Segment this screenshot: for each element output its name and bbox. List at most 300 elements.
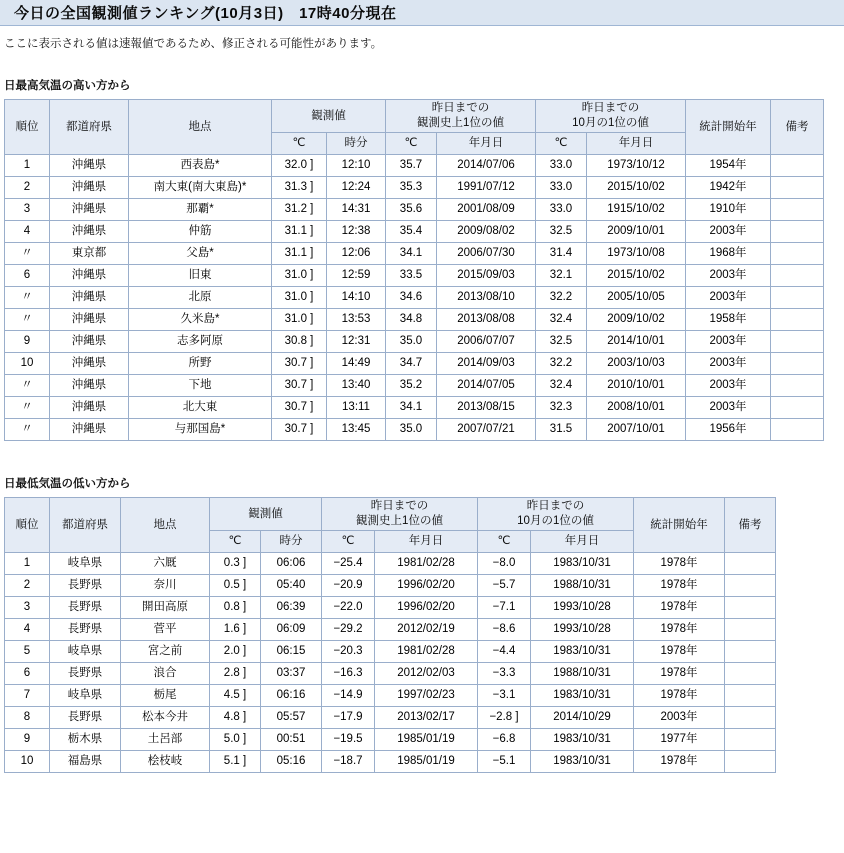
cell-observed-temp: 2.0 ] xyxy=(210,641,261,663)
ranking-table-low xyxy=(4,497,776,773)
col-alltime-record-low-line1: 昨日までの xyxy=(370,500,429,512)
cell-month-date: 1915/10/02 xyxy=(587,199,686,221)
cell-rank: 6 xyxy=(5,663,50,685)
cell-prefecture: 沖縄県 xyxy=(50,331,129,353)
cell-alltime-temp: −29.2 xyxy=(322,619,375,641)
cell-prefecture: 沖縄県 xyxy=(50,265,129,287)
cell-prefecture: 沖縄県 xyxy=(50,177,129,199)
cell-point: 下地 xyxy=(129,375,272,397)
table-header-row-1 xyxy=(5,100,824,133)
cell-memo xyxy=(725,663,776,685)
cell-rank: 〃 xyxy=(5,375,50,397)
cell-month-date: 1983/10/31 xyxy=(531,751,634,773)
table-row xyxy=(5,375,824,397)
cell-rank: 7 xyxy=(5,685,50,707)
cell-observed-time: 06:39 xyxy=(261,597,322,619)
cell-observed-temp: 0.8 ] xyxy=(210,597,261,619)
cell-rank: 5 xyxy=(5,641,50,663)
cell-observed-temp: 1.6 ] xyxy=(210,619,261,641)
col-prefecture: 都道府県 xyxy=(50,100,129,155)
cell-observed-temp: 31.3 ] xyxy=(272,177,327,199)
cell-start-year: 2003年 xyxy=(686,353,771,375)
cell-prefecture: 栃木県 xyxy=(50,729,121,751)
cell-rank: 6 xyxy=(5,265,50,287)
cell-observed-temp: 0.3 ] xyxy=(210,553,261,575)
cell-prefecture: 沖縄県 xyxy=(50,287,129,309)
cell-observed-temp: 31.0 ] xyxy=(272,287,327,309)
table-row xyxy=(5,553,776,575)
cell-month-date: 1973/10/12 xyxy=(587,155,686,177)
cell-prefecture: 福島県 xyxy=(50,751,121,773)
table-head-low xyxy=(5,498,776,553)
cell-month-temp: −6.8 xyxy=(478,729,531,751)
table-row xyxy=(5,243,824,265)
col-alltime-record-line1: 昨日までの xyxy=(431,102,490,114)
cell-rank: 1 xyxy=(5,553,50,575)
cell-memo xyxy=(771,375,824,397)
cell-month-date: 2015/10/02 xyxy=(587,177,686,199)
cell-start-year: 1978年 xyxy=(634,575,725,597)
cell-prefecture: 岐阜県 xyxy=(50,641,121,663)
cell-memo xyxy=(771,221,824,243)
cell-point: 栃尾 xyxy=(121,685,210,707)
table-row xyxy=(5,707,776,729)
cell-month-date: 2008/10/01 xyxy=(587,397,686,419)
cell-memo xyxy=(771,419,824,441)
table-row xyxy=(5,751,776,773)
cell-observed-temp: 4.5 ] xyxy=(210,685,261,707)
cell-observed-time: 06:16 xyxy=(261,685,322,707)
cell-memo xyxy=(771,309,824,331)
table-body-low xyxy=(5,553,776,773)
cell-observed-temp: 31.2 ] xyxy=(272,199,327,221)
cell-alltime-date: 1985/01/19 xyxy=(375,729,478,751)
cell-month-temp: −8.0 xyxy=(478,553,531,575)
cell-start-year: 1954年 xyxy=(686,155,771,177)
col-observed-celsius: ℃ xyxy=(272,133,327,155)
cell-prefecture: 長野県 xyxy=(50,575,121,597)
col-month-date-low: 年月日 xyxy=(531,531,634,553)
cell-alltime-date: 2013/02/17 xyxy=(375,707,478,729)
cell-start-year: 2003年 xyxy=(686,397,771,419)
cell-observed-time: 12:38 xyxy=(327,221,386,243)
col-month-record-line1: 昨日までの xyxy=(581,102,640,114)
cell-start-year: 2003年 xyxy=(634,707,725,729)
cell-observed-temp: 30.8 ] xyxy=(272,331,327,353)
cell-start-year: 2003年 xyxy=(686,221,771,243)
cell-observed-temp: 30.7 ] xyxy=(272,397,327,419)
cell-prefecture: 長野県 xyxy=(50,663,121,685)
cell-rank: 〃 xyxy=(5,287,50,309)
cell-alltime-temp: −14.9 xyxy=(322,685,375,707)
cell-point: 久米島* xyxy=(129,309,272,331)
cell-alltime-temp: 35.0 xyxy=(386,331,437,353)
cell-memo xyxy=(725,707,776,729)
cell-alltime-date: 2014/07/05 xyxy=(437,375,536,397)
col-rank: 順位 xyxy=(5,100,50,155)
cell-rank: 9 xyxy=(5,331,50,353)
table-row xyxy=(5,685,776,707)
cell-prefecture: 沖縄県 xyxy=(50,199,129,221)
cell-point: 仲筋 xyxy=(129,221,272,243)
cell-month-temp: −8.6 xyxy=(478,619,531,641)
col-alltime-celsius: ℃ xyxy=(386,133,437,155)
cell-start-year: 2003年 xyxy=(686,375,771,397)
cell-start-year: 1978年 xyxy=(634,641,725,663)
cell-month-date: 1983/10/31 xyxy=(531,553,634,575)
cell-point: 松本今井 xyxy=(121,707,210,729)
cell-alltime-temp: 34.1 xyxy=(386,397,437,419)
col-month-date: 年月日 xyxy=(587,133,686,155)
cell-prefecture: 沖縄県 xyxy=(50,309,129,331)
cell-observed-temp: 31.0 ] xyxy=(272,265,327,287)
cell-rank: 〃 xyxy=(5,243,50,265)
cell-observed-temp: 30.7 ] xyxy=(272,419,327,441)
cell-start-year: 1977年 xyxy=(634,729,725,751)
cell-observed-time: 14:10 xyxy=(327,287,386,309)
cell-month-date: 1988/10/31 xyxy=(531,663,634,685)
cell-memo xyxy=(771,265,824,287)
cell-start-year: 1978年 xyxy=(634,751,725,773)
cell-alltime-temp: −18.7 xyxy=(322,751,375,773)
cell-month-date: 2009/10/02 xyxy=(587,309,686,331)
cell-alltime-date: 2014/09/03 xyxy=(437,353,536,375)
col-alltime-record-low-line2: 観測史上1位の値 xyxy=(356,515,443,527)
cell-month-temp: 33.0 xyxy=(536,199,587,221)
cell-observed-time: 00:51 xyxy=(261,729,322,751)
section-label-high: 日最高気温の高い方から xyxy=(4,80,131,92)
cell-alltime-temp: 35.6 xyxy=(386,199,437,221)
cell-point: 六厩 xyxy=(121,553,210,575)
cell-alltime-date: 2014/07/06 xyxy=(437,155,536,177)
table-row xyxy=(5,729,776,751)
cell-point: 父島* xyxy=(129,243,272,265)
cell-month-date: 2007/10/01 xyxy=(587,419,686,441)
cell-month-temp: −2.8 ] xyxy=(478,707,531,729)
cell-month-date: 1973/10/08 xyxy=(587,243,686,265)
cell-month-temp: 32.4 xyxy=(536,375,587,397)
cell-memo xyxy=(771,177,824,199)
cell-alltime-date: 2013/08/08 xyxy=(437,309,536,331)
cell-point: 浪合 xyxy=(121,663,210,685)
cell-month-date: 2005/10/05 xyxy=(587,287,686,309)
cell-rank: 1 xyxy=(5,155,50,177)
cell-observed-temp: 4.8 ] xyxy=(210,707,261,729)
table-row xyxy=(5,663,776,685)
cell-month-temp: 32.3 xyxy=(536,397,587,419)
cell-rank: 4 xyxy=(5,619,50,641)
cell-point: 旧東 xyxy=(129,265,272,287)
col-month-record-line2: 10月の1位の値 xyxy=(572,117,649,129)
cell-alltime-date: 2001/08/09 xyxy=(437,199,536,221)
cell-observed-time: 05:57 xyxy=(261,707,322,729)
page-header xyxy=(0,0,844,26)
section-label-low: 日最低気温の低い方から xyxy=(4,478,131,490)
cell-start-year: 1978年 xyxy=(634,619,725,641)
cell-alltime-temp: −19.5 xyxy=(322,729,375,751)
col-alltime-record-line2: 観測史上1位の値 xyxy=(417,117,504,129)
cell-observed-time: 03:37 xyxy=(261,663,322,685)
cell-month-temp: 32.5 xyxy=(536,331,587,353)
col-alltime-date-low: 年月日 xyxy=(375,531,478,553)
col-point: 地点 xyxy=(129,100,272,155)
cell-alltime-date: 2012/02/03 xyxy=(375,663,478,685)
cell-rank: 3 xyxy=(5,199,50,221)
cell-observed-time: 06:09 xyxy=(261,619,322,641)
col-rank-low: 順位 xyxy=(5,498,50,553)
cell-rank: 10 xyxy=(5,353,50,375)
table-row xyxy=(5,619,776,641)
table-row xyxy=(5,641,776,663)
cell-observed-time: 14:49 xyxy=(327,353,386,375)
cell-memo xyxy=(725,729,776,751)
cell-memo xyxy=(725,685,776,707)
cell-observed-temp: 31.1 ] xyxy=(272,221,327,243)
cell-point: 所野 xyxy=(129,353,272,375)
cell-month-temp: −3.3 xyxy=(478,663,531,685)
cell-prefecture: 沖縄県 xyxy=(50,155,129,177)
cell-point: 桧枝岐 xyxy=(121,751,210,773)
cell-alltime-temp: 34.1 xyxy=(386,243,437,265)
col-prefecture-low: 都道府県 xyxy=(50,498,121,553)
notice-text: ここに表示される値は速報値であるため、修正される可能性があります。 xyxy=(4,38,383,50)
cell-prefecture: 沖縄県 xyxy=(50,419,129,441)
cell-start-year: 1958年 xyxy=(686,309,771,331)
cell-alltime-temp: 34.6 xyxy=(386,287,437,309)
cell-alltime-date: 2009/08/02 xyxy=(437,221,536,243)
cell-prefecture: 東京都 xyxy=(50,243,129,265)
table-row xyxy=(5,419,824,441)
col-point-low: 地点 xyxy=(121,498,210,553)
table-row xyxy=(5,353,824,375)
cell-rank: 4 xyxy=(5,221,50,243)
cell-alltime-date: 1981/02/28 xyxy=(375,553,478,575)
col-observed-celsius-low: ℃ xyxy=(210,531,261,553)
cell-start-year: 1956年 xyxy=(686,419,771,441)
cell-month-date: 2014/10/01 xyxy=(587,331,686,353)
cell-observed-time: 13:40 xyxy=(327,375,386,397)
cell-start-year: 1978年 xyxy=(634,597,725,619)
cell-alltime-date: 2007/07/21 xyxy=(437,419,536,441)
cell-month-temp: 32.2 xyxy=(536,287,587,309)
cell-memo xyxy=(771,199,824,221)
cell-alltime-temp: 35.0 xyxy=(386,419,437,441)
cell-start-year: 1978年 xyxy=(634,663,725,685)
cell-prefecture: 沖縄県 xyxy=(50,375,129,397)
table-row xyxy=(5,221,824,243)
table-body-high xyxy=(5,155,824,441)
cell-start-year: 2003年 xyxy=(686,331,771,353)
table-header-row-1-low xyxy=(5,498,776,531)
col-observed: 観測値 xyxy=(272,100,386,133)
cell-alltime-date: 2015/09/03 xyxy=(437,265,536,287)
cell-month-temp: 31.5 xyxy=(536,419,587,441)
cell-memo xyxy=(725,575,776,597)
cell-observed-temp: 5.0 ] xyxy=(210,729,261,751)
cell-observed-time: 12:24 xyxy=(327,177,386,199)
col-month-record xyxy=(536,100,686,133)
cell-memo xyxy=(725,751,776,773)
cell-memo xyxy=(771,397,824,419)
cell-start-year: 1942年 xyxy=(686,177,771,199)
cell-alltime-temp: 35.4 xyxy=(386,221,437,243)
cell-observed-time: 12:06 xyxy=(327,243,386,265)
cell-alltime-temp: 35.3 xyxy=(386,177,437,199)
cell-alltime-temp: 34.7 xyxy=(386,353,437,375)
page-title: 今日の全国観測値ランキング(10月3日) 17時40分現在 xyxy=(14,5,397,22)
cell-start-year: 2003年 xyxy=(686,265,771,287)
cell-start-year: 1968年 xyxy=(686,243,771,265)
col-month-celsius: ℃ xyxy=(536,133,587,155)
cell-month-temp: 33.0 xyxy=(536,177,587,199)
col-observed-time-low: 時分 xyxy=(261,531,322,553)
cell-alltime-temp: −22.0 xyxy=(322,597,375,619)
table-row xyxy=(5,199,824,221)
cell-prefecture: 沖縄県 xyxy=(50,397,129,419)
cell-point: 那覇* xyxy=(129,199,272,221)
cell-observed-temp: 2.8 ] xyxy=(210,663,261,685)
cell-memo xyxy=(725,553,776,575)
ranking-table-high xyxy=(4,99,824,441)
cell-point: 菅平 xyxy=(121,619,210,641)
cell-month-date: 1993/10/28 xyxy=(531,619,634,641)
cell-month-date: 1993/10/28 xyxy=(531,597,634,619)
cell-rank: 9 xyxy=(5,729,50,751)
cell-observed-time: 13:45 xyxy=(327,419,386,441)
cell-month-temp: 32.2 xyxy=(536,353,587,375)
col-memo: 備考 xyxy=(771,100,824,155)
cell-alltime-temp: −17.9 xyxy=(322,707,375,729)
cell-month-temp: 32.5 xyxy=(536,221,587,243)
cell-memo xyxy=(725,641,776,663)
cell-month-date: 2009/10/01 xyxy=(587,221,686,243)
cell-point: 奈川 xyxy=(121,575,210,597)
cell-alltime-date: 2006/07/30 xyxy=(437,243,536,265)
cell-observed-time: 13:53 xyxy=(327,309,386,331)
cell-point: 北大東 xyxy=(129,397,272,419)
cell-month-temp: −7.1 xyxy=(478,597,531,619)
cell-observed-time: 12:31 xyxy=(327,331,386,353)
cell-memo xyxy=(771,155,824,177)
cell-rank: 2 xyxy=(5,575,50,597)
cell-alltime-date: 1991/07/12 xyxy=(437,177,536,199)
col-alltime-record-low xyxy=(322,498,478,531)
cell-alltime-temp: −20.3 xyxy=(322,641,375,663)
cell-memo xyxy=(771,287,824,309)
cell-observed-temp: 31.1 ] xyxy=(272,243,327,265)
cell-observed-temp: 32.0 ] xyxy=(272,155,327,177)
cell-month-date: 1983/10/31 xyxy=(531,641,634,663)
cell-rank: 10 xyxy=(5,751,50,773)
cell-month-temp: −3.1 xyxy=(478,685,531,707)
col-observed-time: 時分 xyxy=(327,133,386,155)
cell-month-temp: 31.4 xyxy=(536,243,587,265)
cell-prefecture: 岐阜県 xyxy=(50,685,121,707)
cell-point: 与那国島* xyxy=(129,419,272,441)
col-month-record-low-line1: 昨日までの xyxy=(526,500,585,512)
cell-month-date: 1988/10/31 xyxy=(531,575,634,597)
cell-memo xyxy=(725,619,776,641)
cell-month-date: 2015/10/02 xyxy=(587,265,686,287)
cell-alltime-temp: 35.7 xyxy=(386,155,437,177)
cell-alltime-temp: −20.9 xyxy=(322,575,375,597)
cell-alltime-temp: 35.2 xyxy=(386,375,437,397)
cell-observed-temp: 30.7 ] xyxy=(272,353,327,375)
cell-point: 開田高原 xyxy=(121,597,210,619)
cell-month-temp: −5.7 xyxy=(478,575,531,597)
col-start-year: 統計開始年 xyxy=(686,100,771,155)
cell-prefecture: 沖縄県 xyxy=(50,353,129,375)
cell-memo xyxy=(771,243,824,265)
cell-month-temp: 32.4 xyxy=(536,309,587,331)
cell-month-date: 2014/10/29 xyxy=(531,707,634,729)
cell-alltime-temp: −25.4 xyxy=(322,553,375,575)
cell-point: 西表島* xyxy=(129,155,272,177)
cell-observed-time: 05:40 xyxy=(261,575,322,597)
col-month-record-low xyxy=(478,498,634,531)
cell-observed-time: 13:11 xyxy=(327,397,386,419)
cell-observed-temp: 30.7 ] xyxy=(272,375,327,397)
cell-alltime-date: 1996/02/20 xyxy=(375,575,478,597)
table-row xyxy=(5,287,824,309)
cell-observed-time: 12:59 xyxy=(327,265,386,287)
table-row xyxy=(5,331,824,353)
col-month-celsius-low: ℃ xyxy=(478,531,531,553)
cell-month-date: 2010/10/01 xyxy=(587,375,686,397)
cell-point: 南大東(南大東島)* xyxy=(129,177,272,199)
cell-observed-temp: 0.5 ] xyxy=(210,575,261,597)
cell-month-temp: −4.4 xyxy=(478,641,531,663)
col-month-record-low-line2: 10月の1位の値 xyxy=(517,515,594,527)
cell-start-year: 2003年 xyxy=(686,287,771,309)
cell-month-temp: 32.1 xyxy=(536,265,587,287)
cell-alltime-date: 1981/02/28 xyxy=(375,641,478,663)
cell-observed-time: 12:10 xyxy=(327,155,386,177)
table-row xyxy=(5,597,776,619)
cell-alltime-temp: 34.8 xyxy=(386,309,437,331)
cell-memo xyxy=(725,597,776,619)
cell-alltime-date: 1985/01/19 xyxy=(375,751,478,773)
cell-rank: 2 xyxy=(5,177,50,199)
cell-month-date: 2003/10/03 xyxy=(587,353,686,375)
cell-rank: 〃 xyxy=(5,419,50,441)
col-alltime-record xyxy=(386,100,536,133)
cell-alltime-date: 1997/02/23 xyxy=(375,685,478,707)
cell-month-temp: −5.1 xyxy=(478,751,531,773)
cell-start-year: 1910年 xyxy=(686,199,771,221)
cell-month-date: 1983/10/31 xyxy=(531,685,634,707)
cell-start-year: 1978年 xyxy=(634,553,725,575)
cell-alltime-temp: −16.3 xyxy=(322,663,375,685)
cell-alltime-date: 2013/08/15 xyxy=(437,397,536,419)
cell-observed-temp: 5.1 ] xyxy=(210,751,261,773)
cell-prefecture: 岐阜県 xyxy=(50,553,121,575)
cell-observed-temp: 31.0 ] xyxy=(272,309,327,331)
table-row xyxy=(5,575,776,597)
cell-month-date: 1983/10/31 xyxy=(531,729,634,751)
table-row xyxy=(5,309,824,331)
cell-start-year: 1978年 xyxy=(634,685,725,707)
cell-rank: 3 xyxy=(5,597,50,619)
cell-rank: 8 xyxy=(5,707,50,729)
col-alltime-date: 年月日 xyxy=(437,133,536,155)
cell-point: 土呂部 xyxy=(121,729,210,751)
table-row xyxy=(5,177,824,199)
table-head xyxy=(5,100,824,155)
cell-observed-time: 06:15 xyxy=(261,641,322,663)
cell-prefecture: 長野県 xyxy=(50,619,121,641)
cell-rank: 〃 xyxy=(5,309,50,331)
